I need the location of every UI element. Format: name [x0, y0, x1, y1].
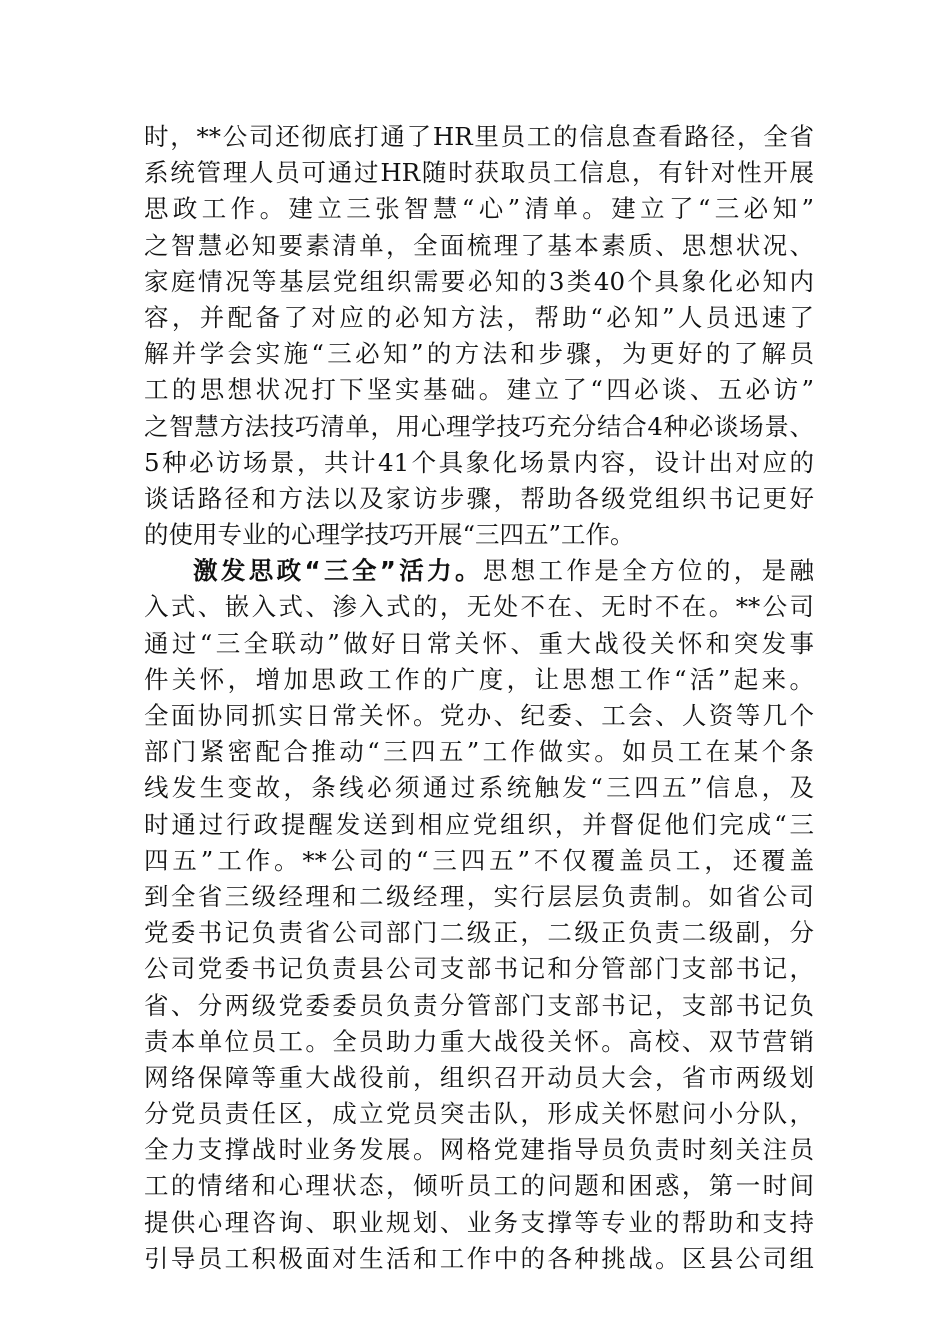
- text-line: 入式、嵌入式、渗入式的，无处不在、无时不在。**公司: [144, 592, 814, 622]
- text-line: 件关怀，增加思政工作的广度，让思想工作“活”起来。: [144, 664, 814, 694]
- text-line: 之智慧方法技巧清单，用心理学技巧充分结合4种必谈场景、: [144, 411, 814, 441]
- text-line: 分党员责任区，成立党员突击队，形成关怀慰问小分队，: [144, 1099, 814, 1129]
- text-line: 引导员工积极面对生活和工作中的各种挑战。区县公司组: [144, 1243, 814, 1273]
- text-line: 系统管理人员可通过HR随时获取员工信息，有针对性开展: [144, 158, 814, 188]
- text-span: 思想工作是全方位的，是融: [482, 556, 814, 586]
- text-line: 提供心理咨询、职业规划、业务支撑等专业的帮助和支持: [144, 1207, 814, 1237]
- text-line: 之智慧必知要素清单，全面梳理了基本素质、思想状况、: [144, 230, 814, 260]
- text-line: 工的情绪和心理状态，倾听员工的问题和困惑，第一时间: [144, 1171, 814, 1201]
- text-line: 部门紧密配合推动“三四五”工作做实。如员工在某个条: [144, 737, 814, 767]
- body-text: [144, 119, 814, 1277]
- text-line: 全面协同抓实日常关怀。党办、纪委、工会、人资等几个: [144, 701, 814, 730]
- text-line: 线发生变故，条线必须通过系统触发“三四五”信息，及: [144, 773, 814, 803]
- text-line: 通过“三全联动”做好日常关怀、重大战役关怀和突发事: [144, 628, 814, 658]
- text-line: 责本单位员工。全员助力重大战役关怀。高校、双节营销: [144, 1026, 814, 1056]
- text-line: 到全省三级经理和二级经理，实行层层负责制。如省公司: [144, 881, 814, 911]
- text-line: 四五”工作。**公司的“三四五”不仅覆盖员工，还覆盖: [144, 845, 814, 875]
- paragraph-2-first-line: [144, 553, 814, 589]
- text-line: 公司党委书记负责县公司支部书记和分管部门支部书记，: [144, 954, 814, 984]
- text-line: 容，并配备了对应的必知方法，帮助“必知”人员迅速了: [144, 302, 814, 332]
- text-line: 时通过行政提醒发送到相应党组织，并督促他们完成“三: [144, 809, 814, 839]
- text-line: 工的思想状况打下坚实基础。建立了“四必谈、五必访”: [144, 375, 814, 405]
- text-line: 解并学会实施“三必知”的方法和步骤，为更好的了解员: [144, 339, 814, 369]
- text-line: 家庭情况等基层党组织需要必知的3类40个具象化必知内: [144, 266, 814, 296]
- paragraph-1: [144, 119, 814, 553]
- text-line: 思政工作。建立三张智慧“心”清单。建立了“三必知”: [144, 194, 814, 224]
- text-line: 谈话路径和方法以及家访步骤，帮助各级党组织书记更好: [144, 483, 814, 513]
- paragraph-2: [144, 553, 814, 1277]
- text-line: 网络保障等重大战役前，组织召开动员大会，省市两级划: [144, 1062, 814, 1092]
- text-line: 时，**公司还彻底打通了HR里员工的信息查看路径，全省: [144, 122, 814, 151]
- text-line: 省、分两级党委委员负责分管部门支部书记，支部书记负: [144, 990, 814, 1020]
- text-line: 5种必访场景，共计41个具象化场景内容，设计出对应的: [144, 447, 814, 477]
- text-line: 全力支撑战时业务发展。网格党建指导员负责时刻关注员: [144, 1135, 814, 1165]
- paragraph-heading: 激发思政“三全”活力。: [193, 556, 483, 586]
- text-line: 党委书记负责省公司部门二级正，二级正负责二级副，分: [144, 918, 814, 948]
- text-line: 的使用专业的心理学技巧开展“三四五”工作。: [144, 520, 635, 550]
